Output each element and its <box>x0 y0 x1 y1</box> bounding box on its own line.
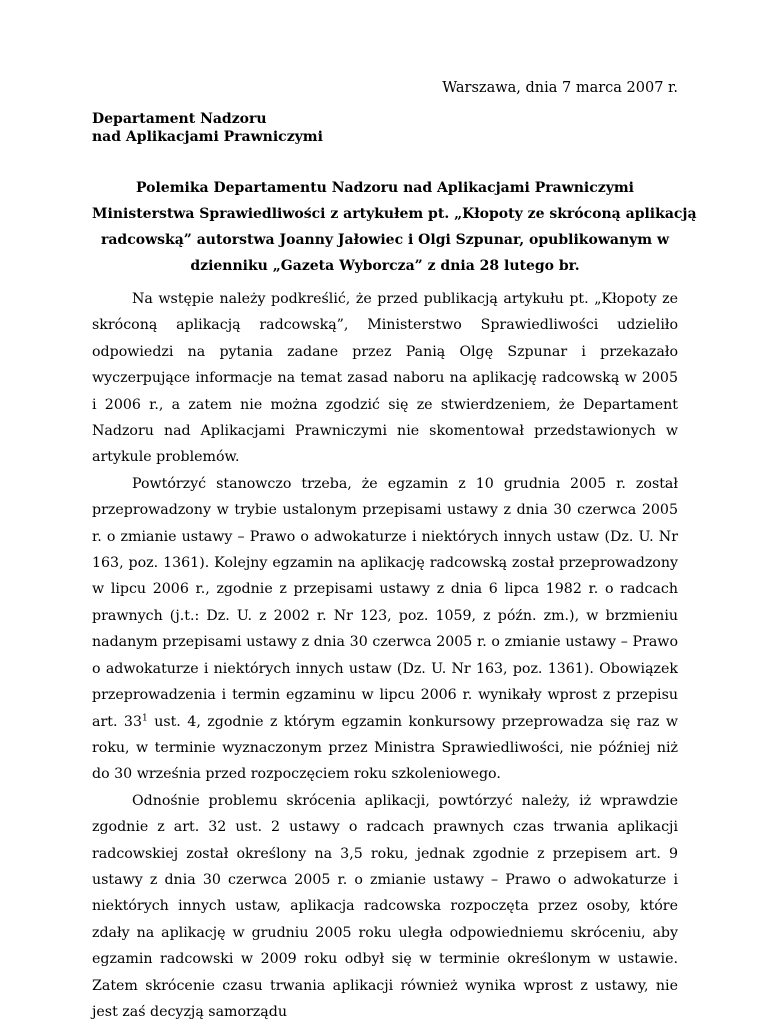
title-line-3: radcowską” autorstwa Joanny Jałowiec i Olgi Szpunar, opublikowanym w <box>100 232 670 248</box>
document-title <box>92 175 697 279</box>
department-line-1: Departament Nadzoru <box>92 111 267 127</box>
paragraph-2 <box>92 471 678 788</box>
title-line-2: Ministerstwa Sprawiedliwości z artykułem pt. „Kłopoty ze skróconą aplikacją <box>92 206 697 222</box>
paragraph-1: Na wstępie należy podkreślić, że przed publikacją artykułu pt. „Kłopoty ze skróconą aplikacją radcowską”, Ministerstwo Sprawiedliwości udzieliło odpowiedzi na pytania zadane przez Panią Olgę Szpunar i przekazało wyczerpujące informacje na temat zasad naboru na aplikację radcowską w 2005 i 2006 r., a zatem nie można zgodzić się ze stwierdzeniem, że Departament Nadzoru nad Aplikacjami Prawniczymi nie skomentował przedstawionych w artykule problemów. <box>92 291 678 466</box>
title-line-4: dzienniku „Gazeta Wyborcza” z dnia 28 lutego br. <box>190 258 580 274</box>
department-line-2: nad Aplikacjami Prawniczymi <box>92 129 323 145</box>
paragraph-2-text-b: ust. 4, zgodnie z którym egzamin konkursowy przeprowadza się raz w roku, w terminie wyznaczonym przez Ministra Sprawiedliwości, nie później niż do 30 września przed rozpoczęciem roku szkoleniowego. <box>92 713 679 783</box>
department-name <box>92 110 323 146</box>
paragraph-2-text-a: Powtórzyć stanowczo trzeba, że egzamin z 10 grudnia 2005 r. został przeprowadzony w trybie ustalonym przepisami ustawy z dnia 30 czerwca 2005 r. o zmianie ustawy – Prawo o adwokaturze i niektórych innych ustaw (Dz. U. Nr 163, poz. 1361). Kolejny egzamin na aplikację radcowską został przeprowadzony w lipcu 2006 r., zgodnie z przepisami ustawy z dnia 6 lipca 1982 r. o radcach prawnych (j.t.: Dz. U. z 2002 r. Nr 123, poz. 1059, z późn. zm.), w brzmieniu nadanym przepisami ustawy z dnia 30 czerwca 2005 r. o zmianie ustawy – Prawo o adwokaturze i niektórych innych ustaw (Dz. U. Nr 163, poz. 1361). Obowiązek przeprowadzenia i termin egzaminu w lipcu 2006 r. wynikały wprost z przepisu art. 33 <box>92 475 678 730</box>
paragraph-3: Odnośnie problemu skrócenia aplikacji, powtórzyć należy, iż wprawdzie zgodnie z art. 32 ust. 2 ustawy o radcach prawnych czas trwania aplikacji radcowskiej został określony na 3,5 roku, jednak zgodnie z przepisem art. 9 ustawy z dnia 30 czerwca 2005 r. o zmianie ustawy – Prawo o adwokaturze i niektórych innych ustaw, aplikacja radcowska rozpoczęta przez osoby, które zdały na aplikację w grudniu 2005 roku uległa odpowiedniemu skróceniu, aby egzamin radcowski w 2009 roku odbył się w terminie określonym w ustawie. Zatem skrócenie czasu trwania aplikacji również wynika wprost z ustawy, nie jest zaś decyzją samorządu <box>92 792 678 1020</box>
paragraph-2-superscript: 1 <box>141 712 148 723</box>
title-line-1: Polemika Departamentu Nadzoru nad Aplikacjami Prawniczymi <box>135 180 634 196</box>
document-body <box>92 286 678 1025</box>
document-date: Warszawa, dnia 7 marca 2007 r. <box>442 80 678 96</box>
